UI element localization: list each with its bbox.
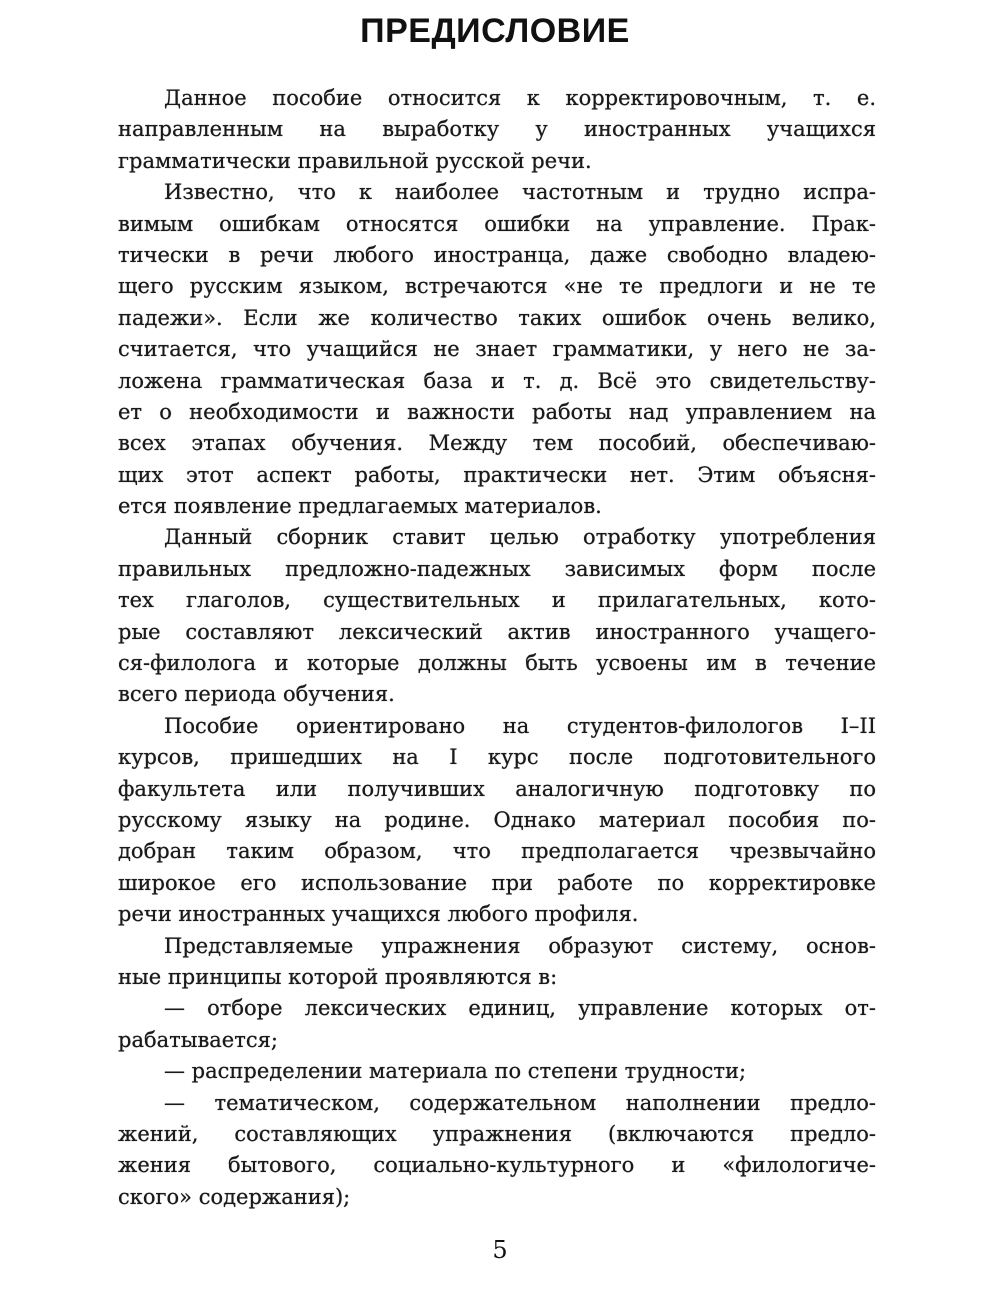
text-line: направленным на выработку у иностранных учащихся (118, 117, 876, 142)
text-line: — тематическом, содержательном наполнении предло- (164, 1090, 876, 1115)
text-line: всего периода обучения. (118, 682, 395, 707)
text-line: ся-филолога и которые должны быть усвоены им в течение (118, 651, 876, 676)
text-line: — распределении материала по степени трудности; (164, 1059, 747, 1084)
text-line: всех этапах обучения. Между тем пособий, обеспечиваю- (118, 431, 876, 456)
text-line: курсов, пришедших на I курс после подготовительного (118, 745, 876, 770)
text-line: широкое его использование при работе по корректировке (118, 870, 876, 895)
text-line: щих этот аспект работы, практически нет. Этим объясня- (118, 462, 876, 487)
text-line: правильных предложно-падежных зависимых форм после (118, 556, 876, 581)
text-line: считается, что учащийся не знает грамматики, у него не за- (118, 337, 876, 362)
text-line: жения бытового, социально-культурного и «филологиче- (118, 1153, 876, 1178)
text-line: ского» содержания); (118, 1184, 351, 1209)
text-line: тех глаголов, существительных и прилагательных, кото- (118, 588, 876, 613)
text-line: грамматически правильной русской речи. (118, 148, 592, 173)
page-number: 5 (492, 1236, 508, 1264)
text-line: факультета или получивших аналогичную подготовку по (118, 776, 876, 801)
text-line: падежи». Если же количество таких ошибок очень велико, (118, 305, 876, 330)
text-line: русскому языку на родине. Однако материал пособия по- (118, 807, 876, 832)
text-line: Данное пособие относится к корректировочным, т. е. (164, 86, 876, 110)
text-line: Известно, что к наиболее частотным и трудно испра- (164, 180, 876, 205)
text-line: Пособие ориентировано на студентов-филологов I–II (164, 713, 876, 738)
text-line: ложена грамматическая база и т. д. Всё это свидетельству- (118, 368, 876, 393)
text-line: тически в речи любого иностранца, даже свободно владею- (118, 242, 876, 267)
text-line: рабатывается; (118, 1027, 278, 1052)
page-title: ПРЕДИСЛОВИЕ (360, 12, 630, 50)
body-text (118, 83, 876, 1213)
text-line: ет о необходимости и важности работы над управлением на (118, 399, 876, 424)
text-line: речи иностранных учащихся любого профиля. (118, 902, 639, 927)
text-line: Данный сборник ставит целью отработку употребления (164, 525, 876, 550)
text-line: вимым ошибкам относятся ошибки на управление. Прак- (118, 211, 876, 236)
text-line: жений, составляющих упражнения (включаются предло- (118, 1121, 876, 1146)
text-line: щего русским языком, встречаются «не те предлоги и не те (118, 274, 876, 299)
text-line: ется появление предлагаемых материалов. (118, 494, 602, 519)
text-line: добран таким образом, что предполагается чрезвычайно (118, 839, 876, 864)
text-line: ные принципы которой проявляются в: (118, 964, 558, 989)
text-line: Представляемые упражнения образуют систему, основ- (164, 933, 876, 958)
text-line: рые составляют лексический актив иностранного учащего- (118, 619, 876, 644)
text-line: — отборе лексических единиц, управление которых от- (164, 996, 876, 1021)
